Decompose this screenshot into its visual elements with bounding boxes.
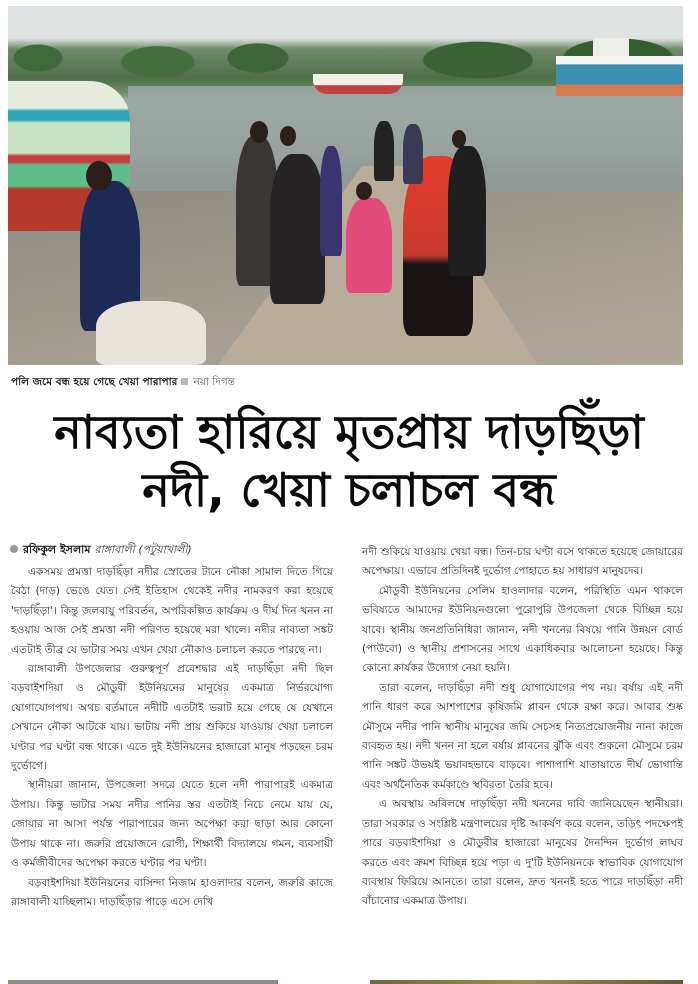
byline-location: রাঙ্গাবালী (পটুয়াখালী) <box>94 543 192 556</box>
caption-separator-square-icon <box>181 378 188 385</box>
photo-boat-middle <box>313 74 403 94</box>
photo-person <box>448 146 486 276</box>
photo-person <box>374 121 394 181</box>
photo-person <box>270 154 325 304</box>
headline <box>0 403 698 519</box>
caption-text: পলি জমে বন্ধ হয়ে গেছে খেয়া পারাপার <box>11 376 178 388</box>
byline-bullet-icon <box>10 545 18 553</box>
headline-line-1: নাব্যতা হারিয়ে মৃতপ্রায় দাড়ছিঁড়া <box>54 405 644 459</box>
article-column-left <box>11 563 333 912</box>
article-paragraph: মৌডুবী ইউনিয়নের সেলিম হাওলাদার বলেন, পরিস্থিতি এমন থাকলে ভবিষ্যতে আমাদের ইউনিয়নগুলো পুরোপুরি উপজেলা থেকে বিচ্ছিন্ন হয়ে যাবে। স্থানীয় জনপ্রতিনিধিরা জানান, নদী খননের বিষয়ে পানি উন্নয়ন বোর্ড (পাউবো) ও স্থানীয় প্রশাসনের সাথে একাধিকবার আলোচনা হয়েছে। কিন্তু কোনো কার্যকর উদ্যোগ নেয়া হয়নি। <box>362 584 684 675</box>
article-paragraph: স্থানীয়রা জানান, উপজেলা সদরে যেতে হলে নদী পারাপারই একমাত্র উপায়। কিন্তু ভাটার সময় নদীর পানির স্তর এতটাই নিচে নেমে যায় যে, জোয়ার না আসা পর্যন্ত পারাপারের জন্য অপেক্ষা করা ছাড়া আর কোনো উপায় থাকে না। জরুরি প্রয়োজনে রোগী, শিক্ষার্থী বিদ্যালয়ে গমন, ব্যবসায়ী ও কর্মজীবীদের অপেক্ষা করতে ঘণ্টার পর ঘণ্টা। <box>11 779 333 870</box>
photo-person-head <box>280 126 296 146</box>
photo-person-head <box>250 121 268 143</box>
next-article-photo-right <box>370 980 683 984</box>
photo-person-head <box>86 161 112 191</box>
photo-caption <box>11 375 235 392</box>
article-paragraph: বড়বাইশদিয়া ইউনিয়নের বাসিন্দা নিজাম হাওলাদার বলেন, জরুরি কাজে রাঙ্গাবালী যাচ্ছিলাম। দাড়ছিঁড়ার পাড়ে এসে দেখি <box>11 876 333 908</box>
byline <box>10 541 192 560</box>
article-paragraph: একসময় প্রমত্তা দাড়ছিঁড়া নদীর স্রোতের টানে নৌকা সামাল দিতে গিয়ে বৈঠা (দাড়) ভেঙে যেত। সেই ইতিহাস থেকেই নদীর নামকরণ করা হয়েছে 'দাড়ছিঁড়া'। কিন্তু জলবায়ু পরিবর্তন, অপরিকল্পিত কার্যক্রম ও দীর্ঘ দিন খনন না হওয়ায় আজ সেই প্রমত্তা নদী পরিণত হয়েছে মরা খালে। নদীর নাব্যতা সঙ্কট এতটাই তীব্র যে ভাটার সময় এখন খেয়া নৌকাও চলাচল করতে পারছে না। <box>11 566 333 656</box>
photo-person <box>346 198 392 293</box>
article-column-right <box>362 543 683 912</box>
article-paragraph: তারা বলেন, দাড়ছিঁড়া নদী শুধু যোগাযোগের পথ নয়। বর্ষায় এই নদী পানি ধারণ করে আশপাশের কৃষিজমি প্লাবন থেকে রক্ষা করে। আবার শুষ্ক মৌসুমে নদীর পানি স্থানীয় মানুষের জমি সেচসহ নিত্যপ্রয়োজনীয় নানা কাজে ব্যবহৃত হয়। নদী খনন না হলে বর্ষায় প্লাবনের ঝুঁকি এবং শুকনো মৌসুমে চরম পানি সঙ্কট উভয়ই ভয়াবহভাবে বাড়বে। পাশাপাশি যাতায়াতে দীর্ঘ ভোগান্তি এবং অর্থনৈতিক কর্মকাণ্ডে স্থবিরতা তৈরি হবে। <box>362 681 683 791</box>
photo-person <box>403 124 423 184</box>
headline-line-2: নদী, খেয়া চলাচল বন্ধ <box>142 463 556 517</box>
caption-credit: নয়া দিগন্ত <box>193 376 235 388</box>
photo-ship-right <box>556 56 683 96</box>
article-photo <box>8 6 683 365</box>
byline-author: রফিকুল ইসলাম <box>23 543 91 556</box>
photo-person <box>320 146 342 256</box>
article-paragraph: এ অবস্থায় অবিলম্বে দাড়ছিঁড়া নদী খননের দাবি জানিয়েছেন স্থানীয়রা। তারা সরকার ও সংশ্লিষ্ট মন্ত্রণালয়ের দৃষ্টি আকর্ষণ করে বলেন, তড়িৎ পদক্ষেপই পারে বড়বাইশদিয়া ও মৌডুবীর হাজারো মানুষের দৈনন্দিন দুর্ভোগ লাঘব করতে এবং ক্রমশ বিচ্ছিন্ন হয়ে পড়া এ দু'টি ইউনিয়নকে স্বাভাবিক যোগাযোগ ব্যবস্থায় ফিরিয়ে আনতে। তারা বলেন, দ্রুত খননই হতে পারে দাড়ছিঁড়া নদী বাঁচানোর একমাত্র উপায়। <box>362 798 683 908</box>
article-paragraph: রাঙ্গাবালী উপজেলার গুরুত্বপূর্ণ প্রবেশদ্বার এই দাড়ছিঁড়া নদী ছিল বড়বাইশদিয়া ও মৌডুবী ইউনিয়নের মানুষের একমাত্র নির্ভরযোগ্য যোগাযোগপথ। অথচ বর্তমানে নদীটি এতটাই ভরাট হয়ে গেছে যে যেখানে সেখানে নৌকা আটকে যায়। ভাটায় নদী প্রায় শুকিয়ে যাওয়ায় খেয়া চলাচল ঘণ্টার পর ঘণ্টা বন্ধ থাকে। এতে দুই ইউনিয়নের হাজারো মানুষ পড়ছেন চরম দুর্ভোগে। <box>11 663 333 773</box>
next-article-photo-left <box>8 980 278 984</box>
photo-person-head <box>356 182 372 200</box>
photo-person-head <box>452 130 466 148</box>
photo-person <box>96 301 206 365</box>
article-paragraph-continued: নদী শুকিয়ে যাওয়ায় খেয়া বন্ধ। তিন-চার ঘণ্টা বসে থাকতে হয়েছে জোয়ারের অপেক্ষায়। এভাবে প্রতিদিনই দুর্ভোগ পোহাতে হয় সাধারণ মানুষদের। <box>362 546 683 578</box>
